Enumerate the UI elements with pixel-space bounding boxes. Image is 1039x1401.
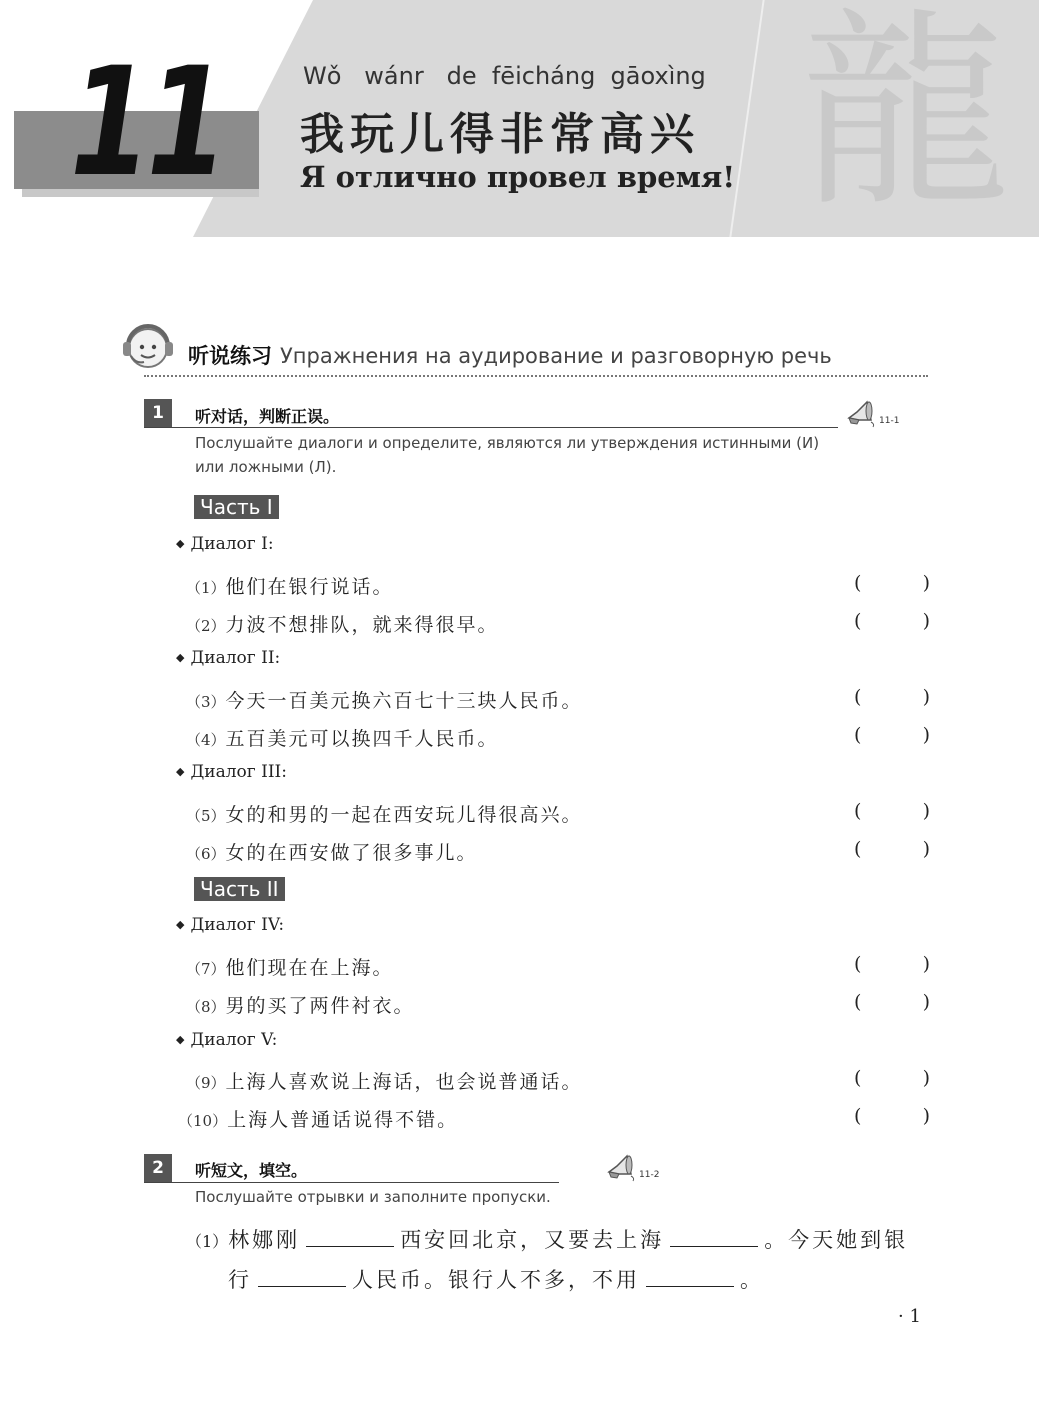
answer-box[interactable]: ( ) — [854, 800, 930, 822]
speaker-icon — [845, 398, 877, 428]
lesson-number: 11 — [70, 36, 224, 210]
statement-item: （2）力波不想排队，就来得很早。 ( ) — [186, 610, 930, 636]
answer-box[interactable]: ( ) — [854, 953, 930, 975]
exercise-2-instruction: Послушайте отрывки и заполните пропуски. — [195, 1188, 551, 1206]
blank-input[interactable] — [306, 1226, 394, 1247]
title-russian: Я отлично провел время! — [300, 160, 736, 194]
title-chinese: 我玩儿得非常高兴 — [300, 109, 700, 160]
audio-track-label: 11-2 — [639, 1170, 660, 1180]
part-2-label: Часть II — [194, 877, 285, 901]
diamond-bullet-icon: ◆ — [176, 651, 185, 664]
blank-input[interactable] — [670, 1226, 758, 1247]
answer-box[interactable]: ( ) — [854, 991, 930, 1013]
answer-box[interactable]: ( ) — [854, 1067, 930, 1089]
exercise-1-rule — [144, 427, 838, 428]
section-divider — [144, 375, 928, 377]
statement-item: （1）他们在银行说话。 ( ) — [186, 572, 930, 598]
diamond-bullet-icon: ◆ — [176, 1033, 185, 1046]
exercise-2-rule — [144, 1182, 559, 1183]
statement-item: （6）女的在西安做了很多事儿。 ( ) — [186, 838, 930, 864]
exercise-1-audio[interactable] — [845, 398, 900, 428]
statement-item: （10）上海人普通话说得不错。 ( ) — [178, 1105, 930, 1131]
calligraphy-decoration: 龍 — [800, 0, 1011, 235]
blank-input[interactable] — [646, 1266, 734, 1287]
exercise-1-instruction: Послушайте диалоги и определите, являются ли утверждения истинными (И) или ложными (Л). — [195, 434, 820, 476]
part-1-label: Часть I — [194, 495, 279, 519]
title-pinyin: Wǒ wánr de fēicháng gāoxìng — [303, 62, 706, 90]
answer-box[interactable]: ( ) — [854, 724, 930, 746]
exercise-1-title: 听对话，判断正误。 — [195, 407, 340, 426]
headphones-mascot-icon — [122, 322, 174, 372]
fill-in-line-1: （1）林娜刚 西安回北京，又要去上海 。今天她到银 — [186, 1228, 909, 1252]
statement-item: （5）女的和男的一起在西安玩儿得很高兴。 ( ) — [186, 800, 930, 826]
dialog-4-label: ◆ Диалог IV: — [176, 915, 285, 935]
answer-box[interactable]: ( ) — [854, 1105, 930, 1127]
statement-item: （9）上海人喜欢说上海话，也会说普通话。 ( ) — [186, 1067, 930, 1093]
answer-box[interactable]: ( ) — [854, 686, 930, 708]
statement-item: （7）他们现在在上海。 ( ) — [186, 953, 930, 979]
dialog-1-label: ◆ Диалог I: — [176, 534, 274, 554]
answer-box[interactable]: ( ) — [854, 572, 930, 594]
page-number: · 1 — [898, 1306, 921, 1327]
statement-item: （3）今天一百美元换六百七十三块人民币。 ( ) — [186, 686, 930, 712]
dialog-3-label: ◆ Диалог III: — [176, 762, 287, 782]
exercise-2-title: 听短文，填空。 — [195, 1161, 308, 1180]
statement-item: （4）五百美元可以换四千人民币。 ( ) — [186, 724, 930, 750]
fill-in-line-2: 行 人民币。银行人不多，不用 。 — [228, 1268, 764, 1292]
section-title-zh: 听说练习 — [188, 344, 272, 368]
audio-track-label: 11-1 — [879, 416, 900, 426]
section-title — [188, 340, 832, 370]
answer-box[interactable]: ( ) — [854, 610, 930, 632]
exercise-2-number: 2 — [144, 1154, 172, 1182]
diamond-bullet-icon: ◆ — [176, 918, 185, 931]
dialog-5-label: ◆ Диалог V: — [176, 1030, 278, 1050]
statement-item: （8）男的买了两件衬衣。 ( ) — [186, 991, 930, 1017]
diamond-bullet-icon: ◆ — [176, 537, 185, 550]
exercise-2-audio[interactable] — [605, 1152, 660, 1182]
exercise-1-number: 1 — [144, 399, 172, 427]
speaker-icon — [605, 1152, 637, 1182]
section-title-ru: Упражнения на аудирование и разговорную речь — [280, 344, 832, 368]
dialog-2-label: ◆ Диалог II: — [176, 648, 281, 668]
answer-box[interactable]: ( ) — [854, 838, 930, 860]
blank-input[interactable] — [258, 1266, 346, 1287]
diamond-bullet-icon: ◆ — [176, 765, 185, 778]
